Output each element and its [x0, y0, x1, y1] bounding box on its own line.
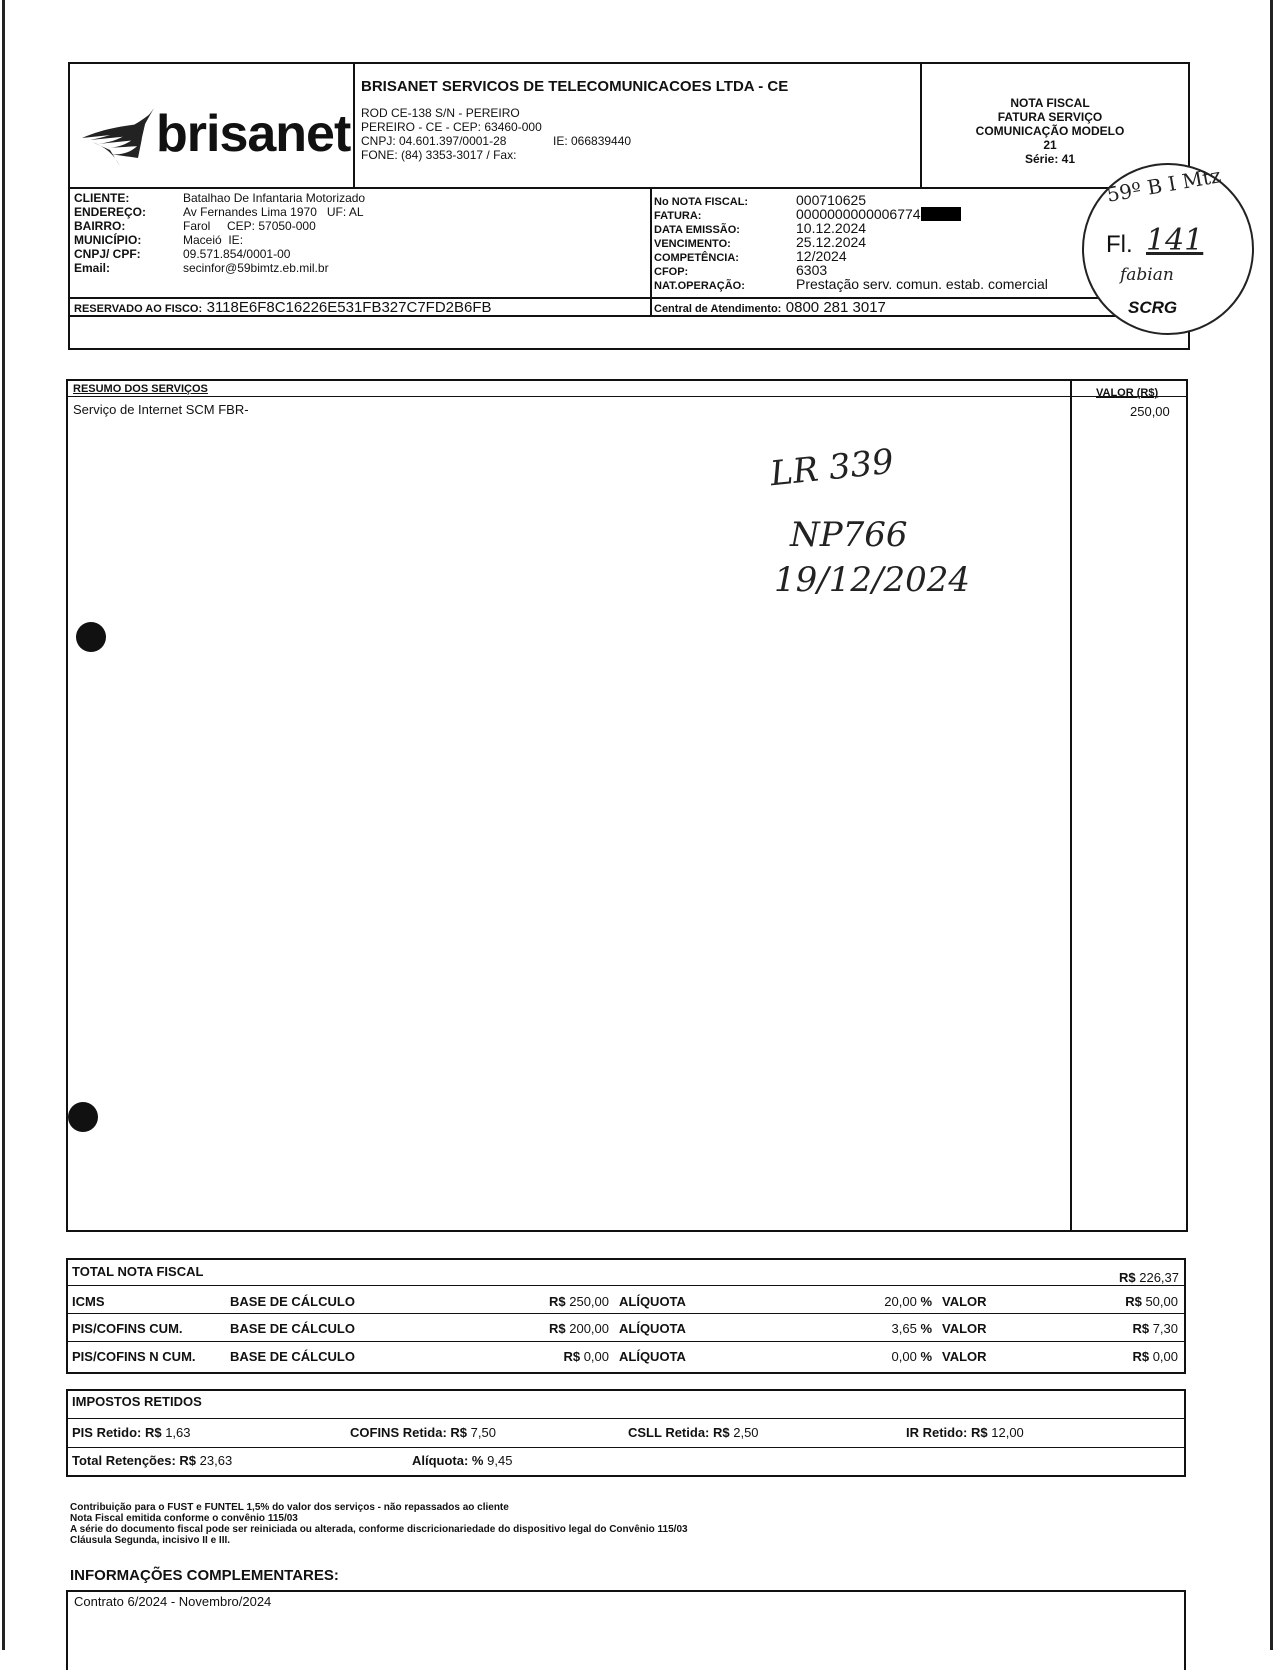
total-retained-label: Total Retenções: R$: [72, 1453, 197, 1468]
service-item: Serviço de Internet SCM FBR-: [73, 402, 249, 417]
ir-retained: [906, 1425, 1024, 1440]
invoice-labels: [654, 195, 748, 293]
invoice-label: No NOTA FISCAL:: [654, 196, 749, 208]
invoice-cfop: 6303: [796, 262, 828, 278]
central-label: Central de Atendimento:: [654, 303, 782, 315]
base-value: 0,00: [583, 1349, 609, 1364]
client-district: Farol CEP: 57050-000: [183, 219, 316, 233]
total-value: 226,37: [1139, 1270, 1179, 1285]
client-label: CLIENTE:: [74, 191, 130, 205]
ir-retained-label: IR Retido: R$: [906, 1425, 988, 1440]
divider: [66, 1418, 1186, 1419]
central-value: 0800 281 3017: [785, 299, 886, 316]
doc-title-line1: NOTA FISCAL: [1010, 96, 1090, 110]
divider: [66, 1447, 1186, 1448]
divider: [353, 62, 355, 188]
valor-label: VALOR: [942, 1294, 987, 1309]
info-text: Contrato 6/2024 - Novembro/2024: [74, 1594, 272, 1609]
invoice-number: 000710625: [796, 192, 867, 208]
divider: [920, 62, 922, 188]
cofins-retained: [350, 1425, 496, 1440]
services-value-header: VALOR (R$): [1096, 387, 1159, 399]
rate-cell: 0,00 %: [891, 1349, 932, 1364]
currency: R$: [1132, 1321, 1150, 1336]
handwriting-line2: NP766: [790, 515, 908, 555]
invoice-label: FATURA:: [654, 210, 702, 222]
fisco-row: [74, 299, 492, 317]
currency: R$: [548, 1321, 566, 1336]
handwriting-line3: 19/12/2024: [774, 560, 970, 600]
base-label: BASE DE CÁLCULO: [230, 1321, 355, 1336]
fisco-label: RESERVADO AO FISCO:: [74, 303, 203, 315]
tax-value: 7,30: [1152, 1321, 1178, 1336]
doc-title-line4: 21: [1043, 138, 1057, 152]
tax-row-pis-cofins-cum: [72, 1321, 1182, 1339]
invoice-label: VENCIMENTO:: [654, 238, 731, 250]
client-cnpj: 09.571.854/0001-00: [183, 247, 291, 261]
client-address: Av Fernandes Lima 1970 UF: AL: [183, 205, 364, 219]
currency: R$: [1125, 1294, 1142, 1309]
total-label: TOTAL NOTA FISCAL: [72, 1264, 204, 1279]
tax-name: PIS/COFINS CUM.: [72, 1321, 183, 1336]
divider: [68, 187, 1190, 189]
invoice-due-date: 25.12.2024: [796, 234, 867, 250]
company-phone: FONE: (84) 3353-3017 / Fax:: [361, 148, 517, 162]
rate-value: 0,00: [891, 1349, 917, 1364]
total-retained: [72, 1453, 232, 1468]
service-item-value: 250,00: [1130, 404, 1170, 419]
company-address2: PEREIRO - CE - CEP: 63460-000: [361, 120, 542, 134]
tax-name: PIS/COFINS N CUM.: [72, 1349, 196, 1364]
base-label: BASE DE CÁLCULO: [230, 1349, 355, 1364]
legal-note: A série do documento fiscal pode ser reiniciada ou alterada, conforme discricionariedade do dispositivo legal do Convênio 115/03: [70, 1524, 688, 1535]
client-name: Batalhao De Infantaria Motorizado: [183, 191, 366, 205]
tax-value-cell: [1125, 1294, 1178, 1309]
divider: [66, 1341, 1186, 1342]
legal-note: Contribuição para o FUST e FUNTEL 1,5% do valor dos serviços - não repassados ao cliente: [70, 1502, 509, 1513]
cofins-retained-value: 7,50: [470, 1425, 496, 1440]
punch-hole: [68, 1102, 98, 1132]
csll-retained-value: 2,50: [733, 1425, 759, 1440]
total-value-cell: [1119, 1270, 1179, 1285]
tax-value-cell: [1132, 1321, 1178, 1336]
aliquota-label: ALÍQUOTA: [619, 1349, 686, 1364]
legal-note: Nota Fiscal emitida conforme o convênio 115/03: [70, 1513, 298, 1524]
pis-retained-label: PIS Retido: R$: [72, 1425, 162, 1440]
aliquota-label: ALÍQUOTA: [619, 1321, 686, 1336]
doc-title: [950, 96, 1150, 166]
stamp-fl-label: Fl.: [1106, 231, 1133, 258]
legal-note: Cláusula Segunda, incisivo II e III.: [70, 1535, 231, 1546]
doc-title-line5: Série: 41: [1024, 152, 1076, 166]
company-cnpj: CNPJ: 04.601.397/0001-28: [361, 134, 507, 148]
brisanet-logo: [80, 100, 351, 170]
stamp: [1082, 163, 1254, 335]
invoice-label: CFOP:: [654, 266, 689, 278]
aliquota-label: ALÍQUOTA: [619, 1294, 686, 1309]
invoice-values: [796, 193, 1048, 291]
pis-retained-value: 1,63: [165, 1425, 191, 1440]
divider: [66, 1285, 1186, 1286]
client-city: Maceió IE:: [183, 233, 244, 247]
scan-left-edge: [2, 0, 5, 1650]
client-label: BAIRRO:: [74, 219, 126, 233]
logo-wordmark: brisanet: [156, 105, 351, 163]
cofins-retained-label: COFINS Retida: R$: [350, 1425, 468, 1440]
tax-row-icms: [72, 1294, 1182, 1312]
info-header: INFORMAÇÕES COMPLEMENTARES:: [70, 1567, 339, 1584]
invoice-fatura: 0000000000006774: [796, 206, 921, 222]
currency: R$: [563, 1349, 581, 1364]
invoice-competence: 12/2024: [796, 248, 847, 264]
scan-right-edge: [1270, 0, 1273, 1650]
tax-value-cell: [1132, 1349, 1178, 1364]
invoice-label: COMPETÊNCIA:: [654, 252, 739, 264]
company-name: BRISANET SERVICOS DE TELECOMUNICACOES LTDA - CE: [361, 78, 789, 95]
tax-row-pis-cofins-n-cum: [72, 1349, 1182, 1367]
currency: R$: [1118, 1270, 1136, 1285]
services-box: [66, 379, 1188, 1232]
valor-label: VALOR: [942, 1349, 987, 1364]
base-label: BASE DE CÁLCULO: [230, 1294, 355, 1309]
central-row: [654, 299, 886, 317]
punch-hole: [76, 622, 106, 652]
services-header: RESUMO DOS SERVIÇOS: [73, 383, 208, 395]
handwriting-line1: LR 339: [768, 441, 896, 495]
invoice-label: DATA EMISSÃO:: [654, 224, 740, 236]
client-label: MUNICÍPIO:: [74, 233, 142, 247]
retained-rate: [412, 1453, 512, 1468]
stamp-signature: fabian: [1120, 265, 1174, 285]
rate-value: 3,65: [891, 1321, 917, 1336]
stamp-number: 141: [1146, 223, 1204, 258]
client-email: secinfor@59bimtz.eb.mil.br: [183, 261, 329, 275]
stamp-top-text: 59º B I Mtz: [1104, 163, 1223, 207]
invoice-fatura-row: [796, 207, 1048, 221]
redaction-bar: [921, 207, 961, 221]
stamp-bottom-text: SCRG: [1128, 298, 1178, 317]
client-labels: [74, 191, 146, 275]
divider: [66, 396, 1188, 397]
csll-retained-label: CSLL Retida: R$: [628, 1425, 730, 1440]
valor-label: VALOR: [942, 1321, 987, 1336]
divider: [1070, 379, 1072, 1232]
base-value: 200,00: [569, 1321, 609, 1336]
csll-retained: [628, 1425, 759, 1440]
fisco-value: 3118E6F8C16226E531FB327C7FD2B6FB: [206, 299, 492, 316]
company-ie: IE: 066839440: [553, 134, 632, 148]
retained-rate-value: 9,45: [487, 1453, 513, 1468]
doc-title-line2: FATURA SERVIÇO: [997, 110, 1103, 124]
base-value-cell: [472, 1294, 609, 1309]
tax-value: 0,00: [1152, 1349, 1178, 1364]
retained-header: IMPOSTOS RETIDOS: [72, 1394, 202, 1409]
total-retained-value: 23,63: [199, 1453, 233, 1468]
brisanet-logo-icon: [80, 100, 160, 170]
client-values: [183, 191, 365, 275]
base-value-cell: [472, 1349, 609, 1364]
pis-retained: [72, 1425, 191, 1440]
tax-value: 50,00: [1145, 1294, 1178, 1309]
currency: R$: [548, 1294, 566, 1309]
doc-title-line3: COMUNICAÇÃO MODELO: [975, 124, 1125, 138]
legal-notes: [70, 1502, 688, 1546]
client-label: ENDEREÇO:: [74, 205, 147, 219]
base-value: 250,00: [569, 1294, 609, 1309]
client-label: Email:: [74, 261, 111, 275]
invoice-label: NAT.OPERAÇÃO:: [654, 280, 745, 292]
rate-value: 20,00: [884, 1294, 917, 1309]
retained-rate-label: Alíquota: %: [412, 1453, 484, 1468]
ir-retained-value: 12,00: [991, 1425, 1024, 1440]
divider: [66, 1313, 1186, 1314]
company-address1: ROD CE-138 S/N - PEREIRO: [361, 106, 520, 120]
invoice-nature: Prestação serv. comun. estab. comercial: [796, 276, 1048, 292]
divider: [650, 187, 652, 315]
rate-cell: 3,65 %: [891, 1321, 932, 1336]
invoice-emission-date: 10.12.2024: [796, 220, 867, 236]
client-label: CNPJ/ CPF:: [74, 247, 141, 261]
tax-name: ICMS: [72, 1294, 105, 1309]
rate-cell: 20,00 %: [884, 1294, 932, 1309]
currency: R$: [1132, 1349, 1150, 1364]
base-value-cell: [472, 1321, 609, 1336]
